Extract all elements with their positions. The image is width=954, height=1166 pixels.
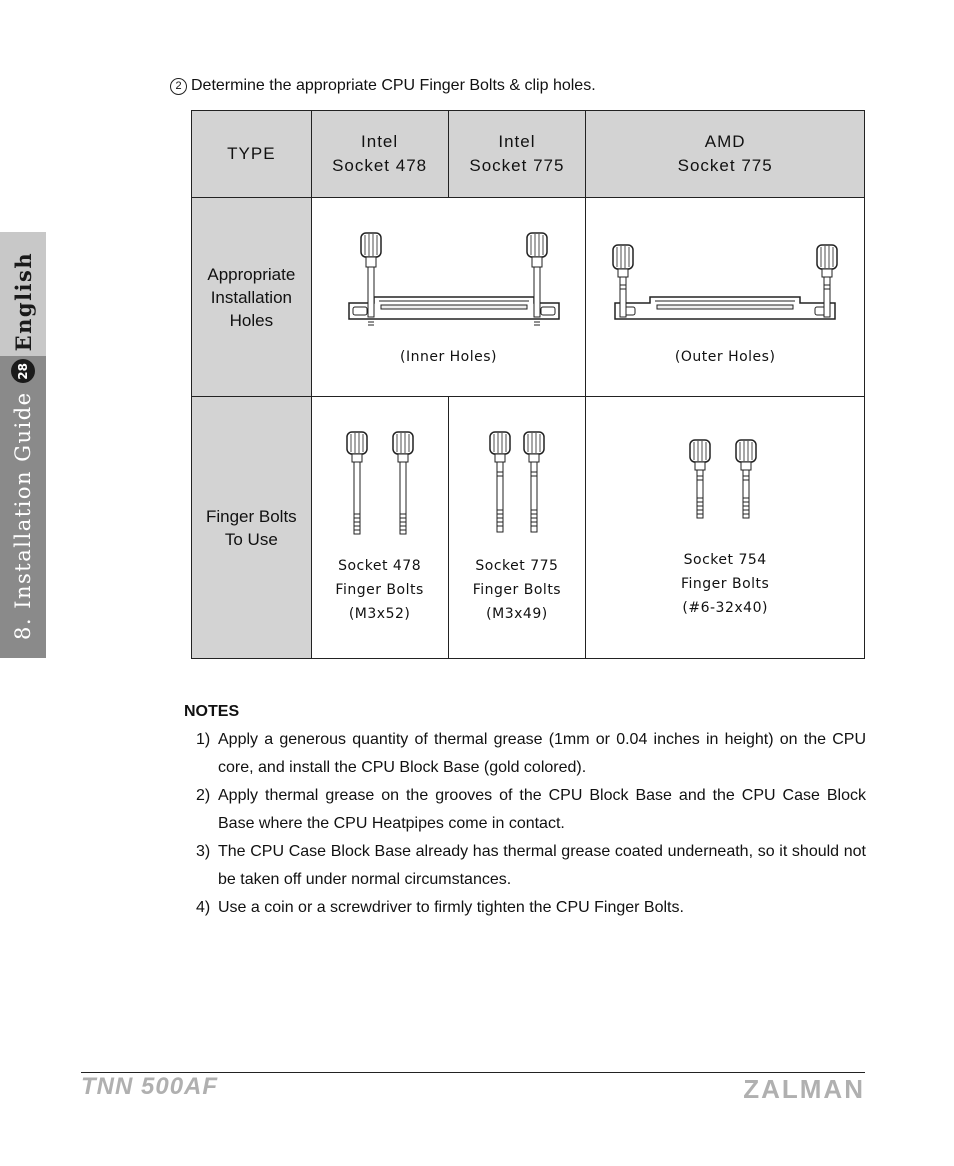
bolt-selection-table [191, 110, 865, 659]
socket-754-bolts-illustration [680, 436, 770, 526]
notes-title: NOTES [184, 703, 240, 720]
section-title: 8. Installation Guide [11, 391, 35, 640]
bolts-row [192, 397, 865, 659]
intel-775-header: Intel Socket 775 [448, 111, 586, 198]
bolt-icon [347, 432, 367, 534]
socket-478-caption: Socket 478 Finger Bolts (M3x52) [335, 557, 424, 622]
page-number-badge: 28 [11, 359, 35, 383]
socket-775-bolts-cell [448, 397, 586, 659]
amd-775-header: AMD Socket 775 [586, 111, 865, 198]
bolt-icon [490, 432, 510, 532]
socket-754-bolts-cell [586, 397, 865, 659]
type-header: TYPE [192, 111, 312, 198]
socket-478-bolts-illustration [335, 430, 425, 540]
holes-row [192, 198, 865, 397]
inner-holes-cell [311, 198, 586, 397]
note-item: 2) Apply thermal grease on the grooves of the CPU Block Base and the CPU Case Block Base where the CPU Heatpipes come in contact. [196, 787, 866, 832]
language-label: English [10, 251, 36, 352]
step-heading [170, 77, 596, 95]
holes-row-label: Appropriate Installation Holes [192, 198, 312, 397]
inner-holes-clip-illustration [329, 225, 569, 345]
side-tab-label [8, 232, 38, 658]
outer-holes-caption: (Outer Holes) [674, 349, 776, 365]
footer-model-name: TNN 500AF [81, 1073, 219, 1100]
footer-brand-logo: ZALMAN [743, 1074, 865, 1104]
inner-holes-caption: (Inner Holes) [400, 349, 498, 365]
notes-list [184, 726, 866, 922]
bolt-icon [736, 440, 756, 518]
intel-478-header: Intel Socket 478 [311, 111, 448, 198]
socket-478-bolts-cell [311, 397, 448, 659]
socket-775-bolts-illustration [472, 430, 562, 540]
bolts-row-label: Finger Bolts To Use [192, 397, 312, 659]
outer-holes-cell [586, 198, 865, 397]
socket-754-caption: Socket 754 Finger Bolts (#6-32x40) [680, 551, 770, 616]
socket-775-caption: Socket 775 Finger Bolts (M3x49) [472, 557, 562, 622]
notes-section [184, 698, 866, 922]
table-header-row [192, 111, 865, 198]
step-text: Determine the appropriate CPU Finger Bolts & clip holes. [191, 77, 596, 94]
note-item: 4) Use a coin or a screwdriver to firmly tighten the CPU Finger Bolts. [196, 899, 684, 916]
bolt-icon [690, 440, 710, 518]
outer-holes-clip-illustration [605, 225, 845, 345]
note-item: 1) Apply a generous quantity of thermal grease (1mm or 0.04 inches in height) on the CPU core, and install the CPU Block Base (gold colored). [196, 731, 866, 776]
bolt-icon [524, 432, 544, 532]
step-number-circle: 2 [170, 78, 187, 95]
note-item: 3) The CPU Case Block Base already has thermal grease coated underneath, so it should not be taken off under normal circumstances. [196, 843, 866, 888]
side-tab [0, 232, 46, 658]
bolt-icon [393, 432, 413, 534]
